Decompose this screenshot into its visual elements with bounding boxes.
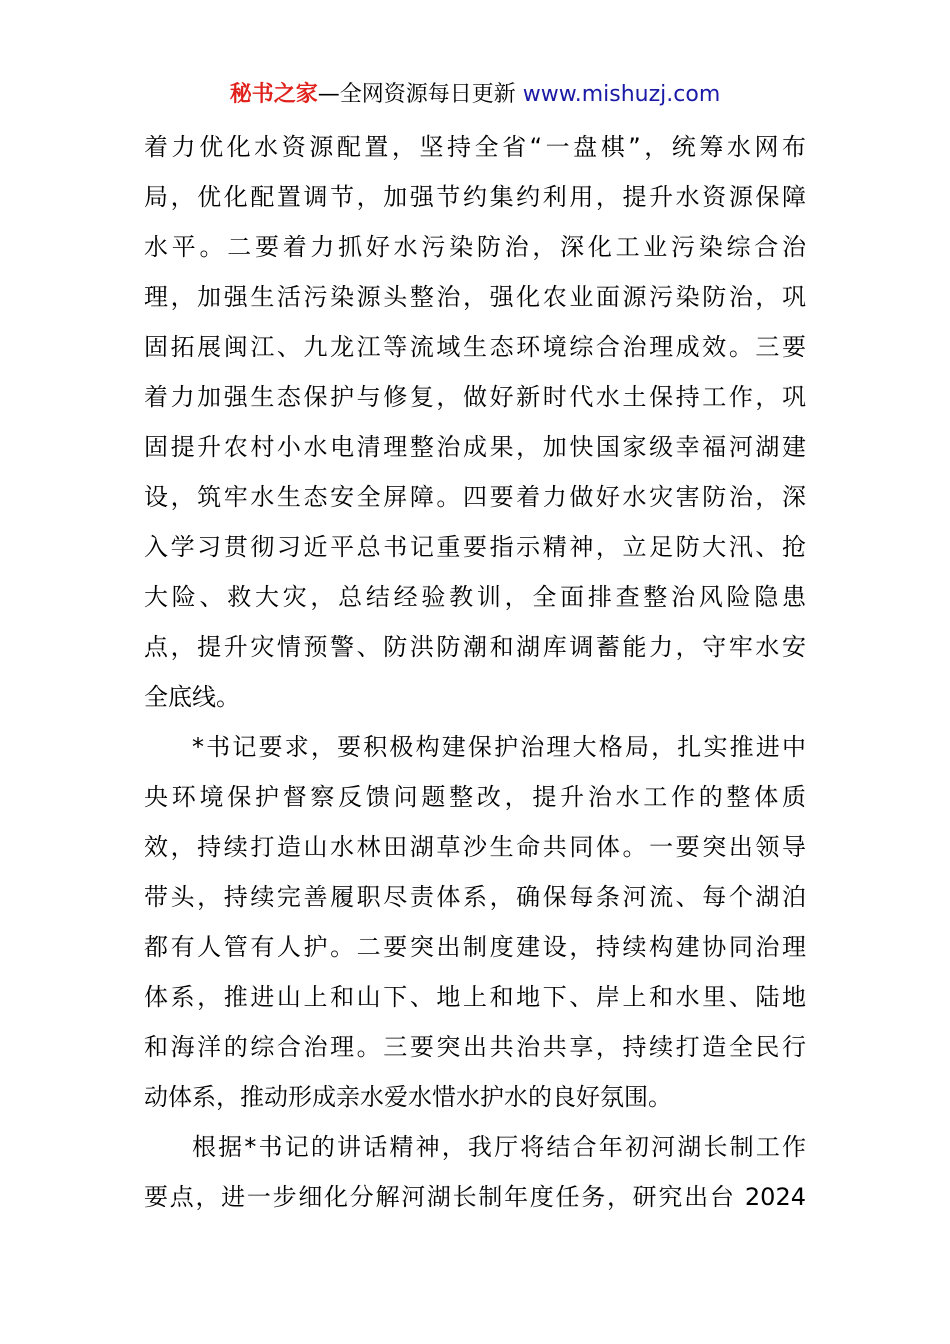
brand-name: 秘书之家	[229, 82, 318, 107]
text-line: 全底线。	[144, 683, 240, 711]
text-line: 入学习贯彻习近平总书记重要指示精神，立足防大汛、抢	[144, 533, 806, 561]
text-line: 要点，进一步细化分解河湖长制年度任务，研究出台 2024	[144, 1183, 806, 1211]
text-line: 体系，推进山上和山下、地上和地下、岸上和水里、陆地	[144, 983, 806, 1011]
site-header	[0, 80, 950, 110]
text-line: 点，提升灾情预警、防洪防潮和湖库调蓄能力，守牢水安	[144, 633, 806, 661]
text-line: 大险、救大灾，总结经验教训，全面排查整治风险隐患	[144, 583, 806, 611]
site-url-link[interactable]: www.mishuzj.com	[522, 82, 721, 107]
paragraph	[144, 1122, 806, 1222]
paragraph	[144, 722, 806, 1122]
text-line: 都有人管有人护。二要突出制度建设，持续构建协同治理	[144, 933, 806, 961]
text-line: *书记要求，要积极构建保护治理大格局，扎实推进中	[192, 733, 806, 761]
text-line: 和海洋的综合治理。三要突出共治共享，持续打造全民行	[144, 1033, 806, 1061]
text-line: 带头，持续完善履职尽责体系，确保每条河流、每个湖泊	[144, 883, 806, 911]
text-line: 设，筑牢水生态安全屏障。四要着力做好水灾害防治，深	[144, 483, 806, 511]
text-line: 固拓展闽江、九龙江等流域生态环境综合治理成效。三要	[144, 333, 806, 361]
text-line: 央环境保护督察反馈问题整改，提升治水工作的整体质	[144, 783, 806, 811]
document-body	[144, 122, 806, 1222]
paragraph	[144, 122, 806, 722]
text-line: 动体系，推动形成亲水爱水惜水护水的良好氛围。	[144, 1083, 672, 1111]
header-tagline: —全网资源每日更新	[317, 82, 523, 107]
text-line: 着力优化水资源配置，坚持全省“一盘棋”，统筹水网布	[144, 133, 806, 161]
text-line: 根据*书记的讲话精神，我厅将结合年初河湖长制工作	[192, 1133, 806, 1161]
text-line: 效，持续打造山水林田湖草沙生命共同体。一要突出领导	[144, 833, 806, 861]
text-line: 理，加强生活污染源头整治，强化农业面源污染防治，巩	[144, 283, 806, 311]
text-line: 着力加强生态保护与修复，做好新时代水土保持工作，巩	[144, 383, 806, 411]
text-line: 局，优化配置调节，加强节约集约利用，提升水资源保障	[144, 183, 806, 211]
text-line: 固提升农村小水电清理整治成果，加快国家级幸福河湖建	[144, 433, 806, 461]
text-line: 水平。二要着力抓好水污染防治，深化工业污染综合治	[144, 233, 806, 261]
